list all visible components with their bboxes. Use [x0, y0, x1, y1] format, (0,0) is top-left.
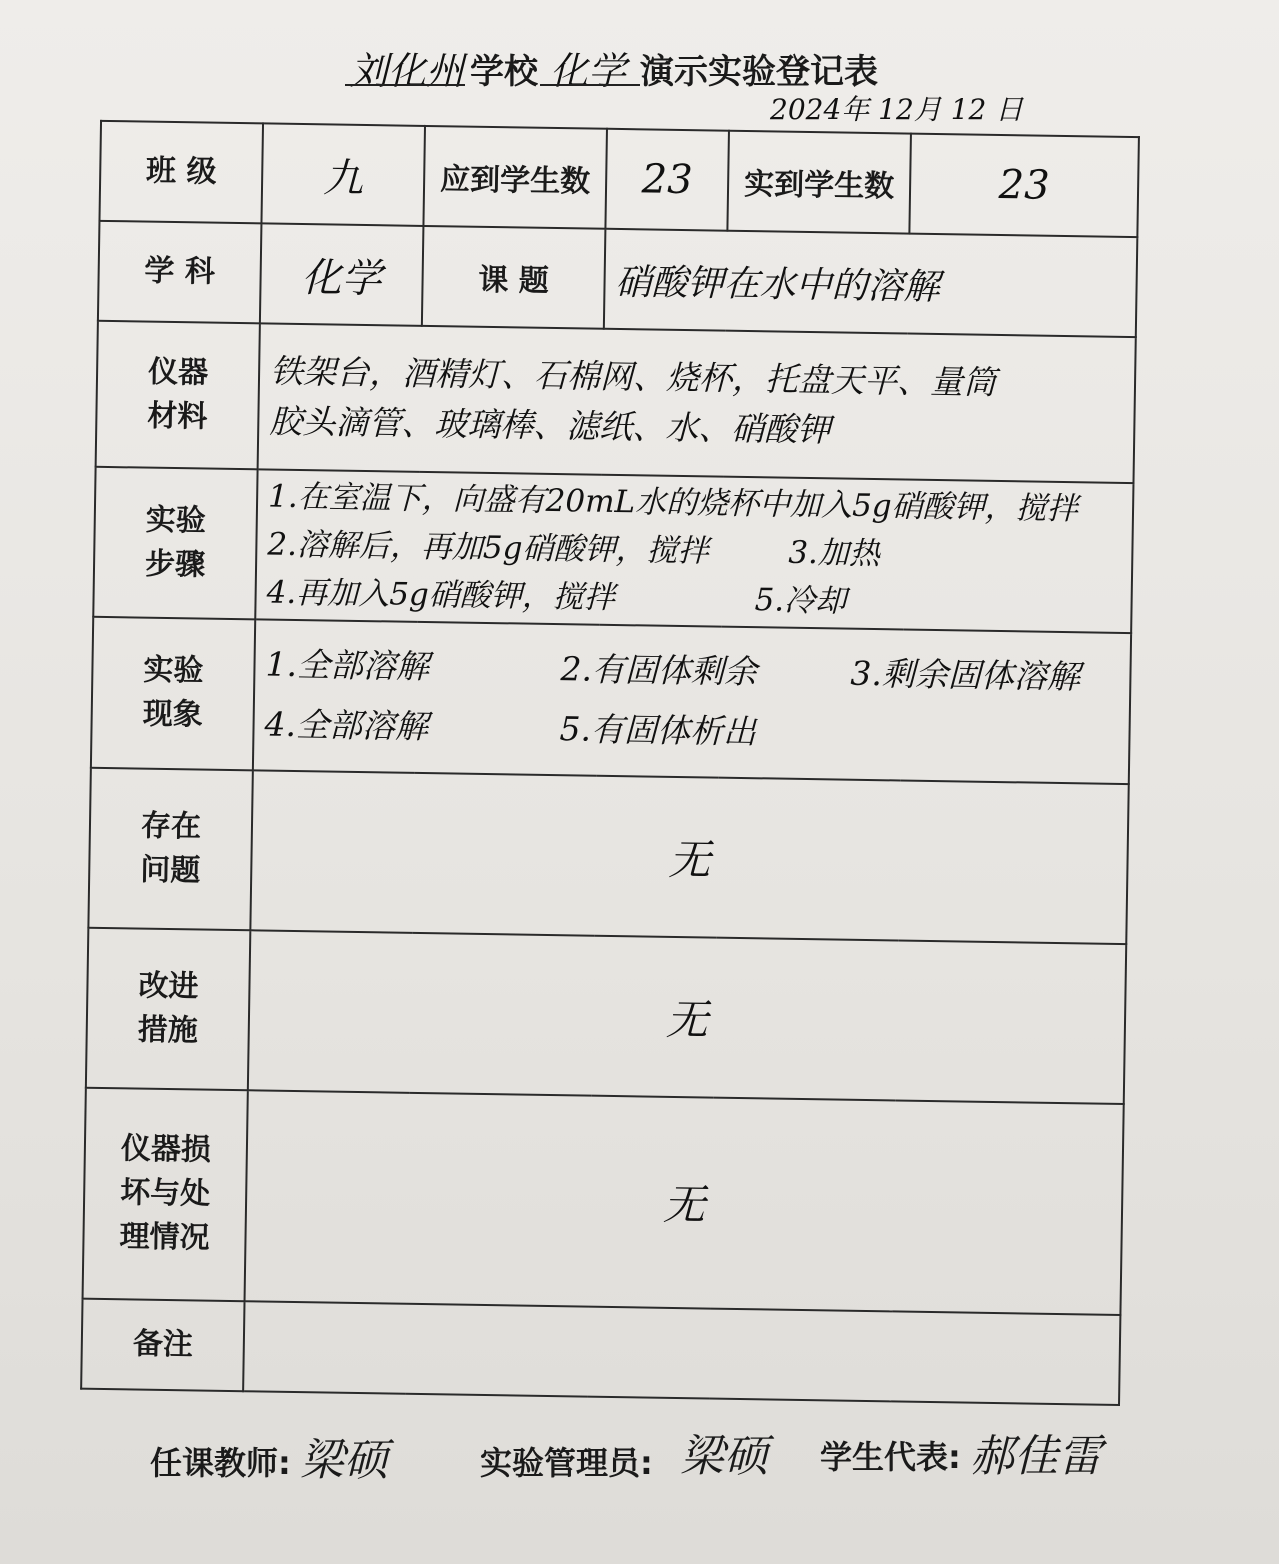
class-value: 九	[261, 123, 425, 226]
materials-line1: 铁架台，酒精灯、石棉网、烧杯，托盘天平、量筒	[269, 351, 997, 403]
subject-label: 学 科	[98, 221, 262, 324]
steps-content	[255, 469, 1133, 633]
teacher-label: 任课教师:	[150, 1444, 291, 1482]
form-date: 2024年 12月 12 日	[770, 93, 1024, 126]
admin-signature: 梁硕	[680, 1431, 768, 1482]
improvements-value: 无	[248, 930, 1126, 1104]
observations-label-line1: 实验	[143, 652, 204, 689]
school-underline	[345, 84, 465, 86]
class-label: 班 级	[99, 121, 263, 224]
problems-label-line2: 问题	[140, 852, 201, 889]
materials-label	[96, 321, 260, 469]
signature-footer	[150, 1420, 1150, 1490]
materials-line2: 胶头滴管、玻璃棒、滤纸、水、硝酸钾	[269, 401, 831, 450]
observation-4: 4.全部溶解	[264, 704, 429, 747]
topic-value: 硝酸钾在水中的溶解	[604, 229, 1138, 338]
student-rep-signature: 郝佳雷	[970, 1431, 1102, 1482]
materials-content	[258, 324, 1136, 483]
damage-value: 无	[245, 1091, 1124, 1315]
school-name: 刘化州	[350, 49, 465, 93]
problems-value: 无	[250, 770, 1128, 944]
topic-label: 课 题	[422, 226, 606, 329]
observation-1: 1.全部溶解	[265, 644, 430, 687]
damage-label-line3: 理情况	[119, 1219, 210, 1257]
observations-label	[91, 617, 255, 770]
step-line1: 1.在室温下，向盛有20mL水的烧杯中加入5g硝酸钾，搅拌	[267, 478, 1078, 528]
materials-label-line2: 材料	[147, 398, 208, 435]
problems-label	[88, 767, 252, 930]
teacher-signature: 梁硕	[300, 1435, 388, 1486]
steps-label-line1: 实验	[145, 502, 207, 539]
step-3: 3.加热	[788, 534, 881, 573]
step-2: 2.溶解后，再加5g硝酸钾，搅拌	[267, 526, 709, 570]
form-title	[340, 40, 940, 93]
improvements-label-line2: 措施	[137, 1012, 199, 1049]
observation-3: 3.剩余固体溶解	[850, 654, 1081, 697]
damage-label-line2: 坏与处	[119, 1175, 211, 1213]
observation-2: 2.有固体剩余	[560, 649, 758, 692]
expected-students-label: 应到学生数	[423, 126, 607, 229]
observation-5: 5.有固体析出	[559, 709, 757, 752]
materials-label-line1: 仪器	[147, 354, 209, 391]
school-label: 学校	[470, 52, 538, 92]
problems-label-line1: 存在	[140, 808, 202, 845]
damage-label	[83, 1088, 248, 1301]
improvements-label	[86, 928, 250, 1091]
steps-label-line2: 步骤	[144, 546, 206, 583]
title-suffix: 演示实验登记表	[640, 52, 878, 92]
expected-students-value: 23	[605, 129, 729, 231]
steps-label	[93, 467, 257, 620]
subject-underline	[540, 84, 640, 86]
remarks-label: 备注	[81, 1298, 244, 1391]
subject-name: 化学	[550, 49, 627, 93]
remarks-value	[243, 1301, 1120, 1405]
damage-label-line1: 仪器损	[120, 1131, 212, 1169]
admin-label: 实验管理员:	[480, 1444, 653, 1482]
student-rep-label: 学生代表:	[820, 1438, 961, 1476]
observations-content	[253, 619, 1131, 783]
improvements-label-line1: 改进	[138, 968, 199, 1005]
register-table	[80, 120, 1140, 1406]
subject-value: 化学	[260, 224, 424, 327]
actual-students-value: 23	[909, 134, 1139, 238]
step-5: 5.冷却	[754, 582, 847, 620]
step-4: 4.再加入5g硝酸钾，搅拌	[266, 574, 616, 616]
actual-students-label: 实到学生数	[727, 131, 911, 234]
observations-label-line2: 现象	[142, 696, 203, 733]
